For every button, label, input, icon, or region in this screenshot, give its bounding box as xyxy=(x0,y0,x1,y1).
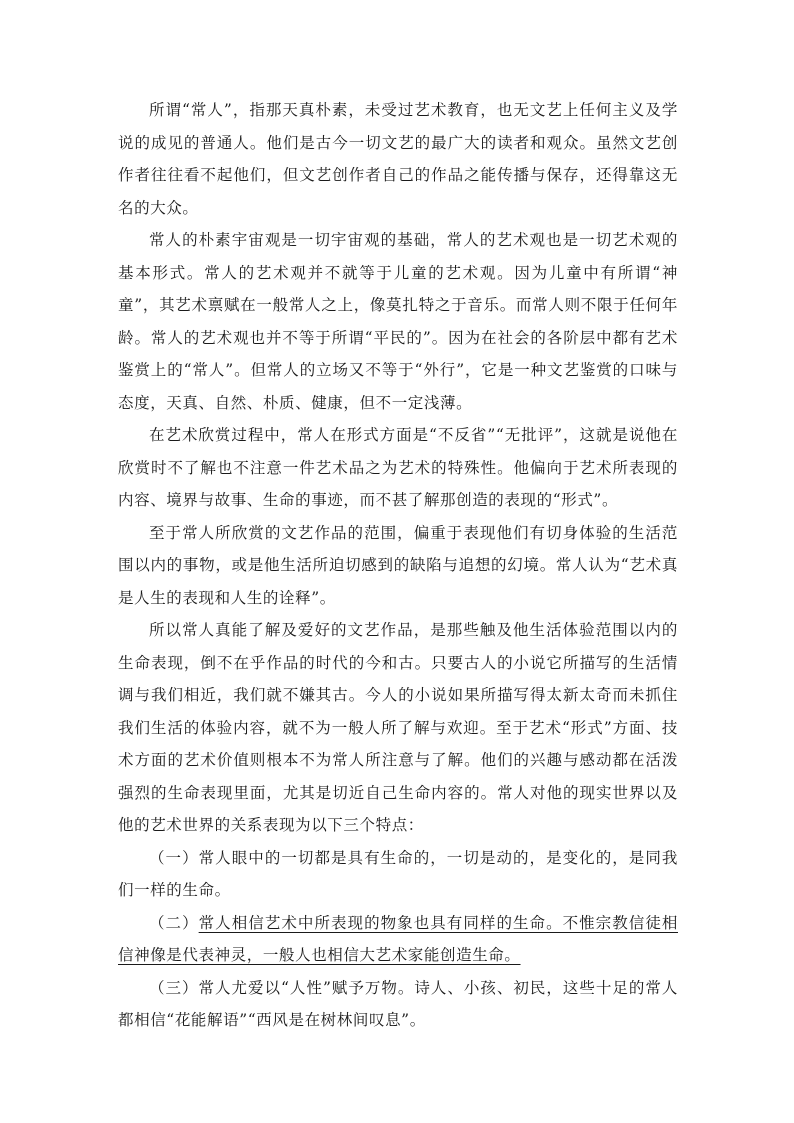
paragraph-2: 常人的朴素宇宙观是一切宇宙观的基础，常人的艺术观也是一切艺术观的基本形式。常人的艺术观并不就等于儿童的艺术观。因为儿童中有所谓“神童”，其艺术禀赋在一般常人之上，像莫扎特之于音乐。而常人则不限于任何年龄。常人的艺术观也并不等于所谓“平民的”。因为在社会的各阶层中都有艺术鉴赏上的“常人”。但常人的立场又不等于“外行”，它是一种文艺鉴赏的口味与态度，天真、自然、朴质、健康，但不一定浅薄。 xyxy=(118,231,678,412)
paragraph-5: 所以常人真能了解及爱好的文艺作品，是那些触及他生活体验范围以内的生命表现，倒不在乎作品的时代的今和古。只要古人的小说它所描写的生活情调与我们相近，我们就不嫌其古。今人的小说如果所描写得太新太奇而未抓住我们生活的体验内容，就不为一般人所了解与欢迎。至于艺术“形式”方面、技术方面的艺术价值则根本不为常人所注意与了解。他们的兴趣与感动都在活泼强烈的生命表现里面，尤其是切近自己生命内容的。常人对他的现实世界以及他的艺术世界的关系表现为以下三个特点： xyxy=(118,621,678,834)
point-three: （三）常人尤爱以“人性”赋予万物。诗人、小孩、初民，这些十足的常人都相信“花能解语”“西风是在树林间叹息”。 xyxy=(118,978,678,1029)
point-two-marker: （二） xyxy=(149,913,199,932)
paragraph-3: 在艺术欣赏过程中，常人在形式方面是“不反省”“无批评”，这就是说他在欣赏时不了解也不注意一件艺术品之为艺术的特殊性。他偏向于艺术所表现的内容、境界与故事、生命的事迹，而不甚了解那创造的表现的“形式”。 xyxy=(118,426,678,509)
point-one: （一）常人眼中的一切都是具有生命的，一切是动的，是变化的，是同我们一样的生命。 xyxy=(118,848,678,899)
document-page xyxy=(118,94,678,1037)
paragraph-4: 至于常人所欣赏的文艺作品的范围，偏重于表现他们有切身体验的生活范围以内的事物，或是他生活所迫切感到的缺陷与追想的幻境。常人认为“艺术真是人生的表现和人生的诠释”。 xyxy=(118,523,678,607)
underlined-sentence: 常人相信艺术中所表现的物象也具有同样的生命。不惟宗教信徒相信神像是代表神灵，一般人也相信大艺术家能创造生命。 xyxy=(118,913,678,964)
point-two xyxy=(118,907,678,972)
paragraph-1: 所谓“常人”，指那天真朴素，未受过艺术教育，也无文艺上任何主义及学说的成见的普通人。他们是古今一切文艺的最广大的读者和观众。虽然文艺创作者往往看不起他们，但文艺创作者自己的作品之能传播与保存，还得靠这无名的大众。 xyxy=(118,101,678,217)
